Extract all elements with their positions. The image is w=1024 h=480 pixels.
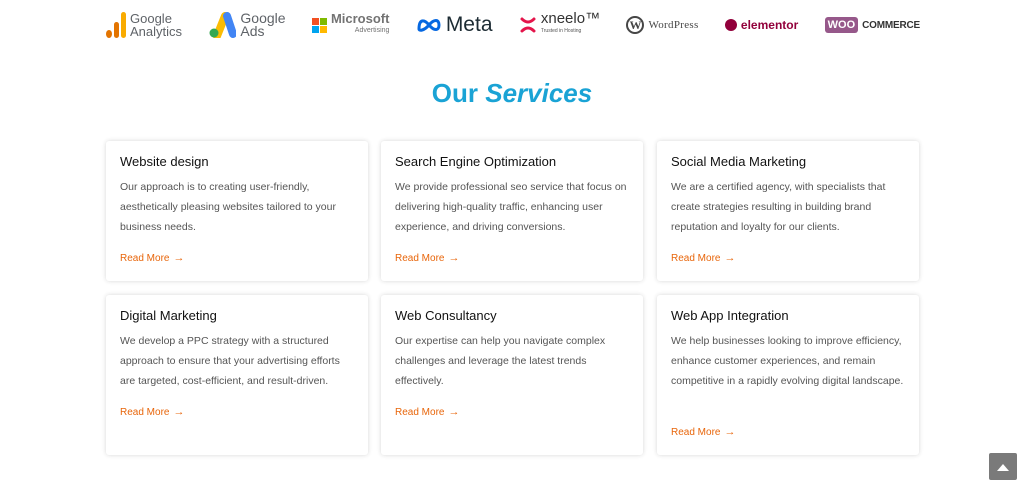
google-ads-icon [208, 12, 236, 38]
read-more-label: Read More [671, 252, 721, 264]
section-title [0, 78, 1024, 109]
microsoft-line2: Advertising [354, 27, 390, 34]
wordpress-icon: W [626, 16, 644, 34]
arrow-right-icon: → [448, 406, 460, 418]
service-title: Search Engine Optimization [395, 154, 557, 169]
section-title-emphasis: Services [485, 78, 593, 108]
chevron-up-icon [997, 463, 1009, 471]
service-card-seo [381, 141, 643, 281]
elementor-icon [725, 19, 737, 31]
read-more-link[interactable] [120, 406, 184, 418]
service-description: Our expertise can help you navigate complex challenges and leverage the latest trends effectively. [395, 335, 606, 387]
google-analytics-line1: Google [130, 11, 172, 26]
google-ads-line1: Google [240, 10, 286, 26]
section-title-plain: Our [431, 78, 478, 108]
read-more-link[interactable] [671, 426, 735, 438]
woo-badge: WOO [825, 17, 859, 33]
service-description: Our approach is to creating user-friendly, aesthetically pleasing websites tailored to your business needs. [120, 181, 336, 233]
meta-text: Meta [445, 13, 493, 36]
xneelo-icon [519, 16, 537, 34]
meta-logo [416, 8, 493, 42]
read-more-label: Read More [120, 406, 170, 418]
analytics-icon [106, 12, 126, 38]
service-card-social-media [657, 141, 919, 281]
xneelo-logo [519, 8, 600, 42]
service-title: Web Consultancy [395, 308, 497, 323]
service-card-digital-marketing [106, 295, 368, 455]
google-analytics-logo [106, 8, 182, 42]
google-ads-line2: Ads [240, 23, 265, 39]
read-more-label: Read More [120, 252, 170, 264]
google-ads-logo [208, 8, 285, 42]
read-more-link[interactable] [120, 252, 184, 264]
service-description: We are a certified agency, with specialists that create strategies resulting in building brand reputation and loyalty for our clients. [671, 181, 886, 233]
partner-logos [106, 8, 920, 42]
microsoft-icon [312, 18, 327, 33]
service-description: We provide professional seo service that focus on delivering high-quality traffic, enhancing user experience, and driving conversions. [395, 181, 627, 233]
google-analytics-line2: Analytics [130, 24, 183, 39]
woocommerce-logo [825, 8, 920, 42]
read-more-link[interactable] [395, 252, 459, 264]
service-description: We develop a PPC strategy with a structured approach to ensure that your advertising efforts are targeted, cost-efficient, and result-driven. [120, 335, 340, 387]
back-to-top-button[interactable] [989, 453, 1017, 480]
read-more-label: Read More [395, 252, 445, 264]
arrow-right-icon: → [724, 252, 736, 264]
wordpress-text: WordPress [648, 19, 699, 31]
wordpress-logo [626, 8, 698, 42]
arrow-right-icon: → [173, 252, 185, 264]
arrow-right-icon: → [173, 406, 185, 418]
service-description: We help businesses looking to improve efficiency, enhance customer experiences, and remain competitive in a rapidly evolving digital landscape. [671, 335, 904, 387]
microsoft-advertising-logo [312, 8, 390, 42]
xneelo-line2: Trusted in Hosting [540, 28, 582, 34]
read-more-label: Read More [671, 426, 721, 438]
service-title: Digital Marketing [120, 308, 217, 323]
xneelo-line1: xneelo™ [540, 10, 601, 27]
read-more-link[interactable] [671, 252, 735, 264]
arrow-right-icon: → [448, 252, 460, 264]
arrow-right-icon: → [724, 426, 736, 438]
service-card-website-design [106, 141, 368, 281]
service-title: Social Media Marketing [671, 154, 807, 169]
service-card-web-app-integration [657, 295, 919, 455]
service-title: Web App Integration [671, 308, 789, 323]
read-more-label: Read More [395, 406, 445, 418]
microsoft-line1: Microsoft [330, 11, 390, 26]
woocommerce-text: COMMERCE [862, 19, 920, 31]
service-title: Website design [120, 154, 209, 169]
meta-infinity-icon [416, 17, 442, 33]
service-card-web-consultancy [381, 295, 643, 455]
elementor-logo [725, 8, 798, 42]
read-more-link[interactable] [395, 406, 459, 418]
elementor-text: elementor [740, 18, 799, 32]
